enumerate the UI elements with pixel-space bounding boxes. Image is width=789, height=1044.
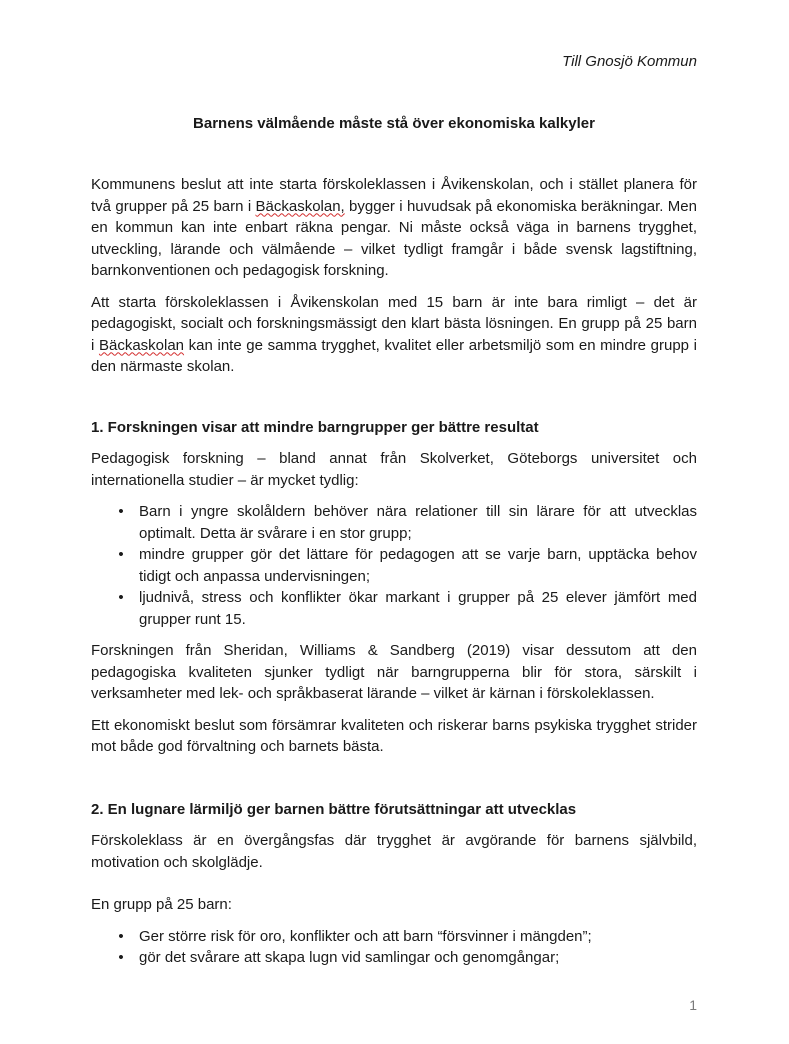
section-1 (91, 417, 697, 758)
intro-p1-text-b: bygger i huvudsak på ekonomiska beräkningar. Men en kommun kan inte enbart räkna pengar. Ni måste också väga in barnens trygghet, utveckling, lärande och välmående – vilket tydligt framgår i både svensk lagstiftning, barnkonventionen och pedagogisk forskning. (91, 197, 697, 279)
section-1-decision-paragraph: Ett ekonomiskt beslut som försämrar kvaliteten och riskerar barns psykiska trygghet strider mot både god förvaltning och barnets bästa. (91, 716, 697, 755)
section-2-bullet-list (91, 926, 697, 969)
bullet-icon: • (118, 927, 124, 945)
list-item (91, 947, 697, 969)
list-item-text: ljudnivå, stress och konflikter ökar markant i grupper på 25 elever jämfört med grupper runt 15. (139, 589, 697, 628)
intro-p2-text-b: kan inte ge samma trygghet, kvalitet eller arbetsmiljö som en mindre grupp i den närmaste skolan. (91, 336, 697, 375)
list-item (91, 587, 697, 630)
section-2-intro: Förskoleklass är en övergångsfas där trygghet är avgörande för barnens självbild, motivation och skolglädje. (91, 832, 697, 871)
section-1-heading: 1. Forskningen visar att mindre barngrupper ger bättre resultat (91, 419, 539, 436)
bullet-icon: • (118, 589, 124, 606)
intro-p1-text-a: Kommunens beslut att inte starta förskoleklassen i Åvikenskolan, och i stället planera för två grupper på 25 barn i (91, 176, 697, 215)
section-2-group-label: En grupp på 25 barn: (91, 896, 232, 913)
recipient-line: Till Gnosjö Kommun (562, 53, 697, 70)
intro-section (91, 174, 697, 378)
list-item-text: gör det svårare att skapa lugn vid samlingar och genomgångar; (139, 949, 560, 966)
bullet-icon: • (118, 546, 124, 563)
document-title: Barnens välmående måste stå över ekonomiska kalkyler (193, 115, 595, 132)
section-1-intro: Pedagogisk forskning – bland annat från Skolverket, Göteborgs universitet och internationella studier – är mycket tydlig: (91, 450, 697, 489)
section-1-bullet-list (91, 501, 697, 630)
page-number: 1 (689, 997, 697, 1013)
list-item-text: Barn i yngre skolåldern behöver nära relationer till sin lärare för att utvecklas optimalt. Detta är svårare i en stor grupp; (139, 503, 697, 542)
list-item (91, 926, 697, 948)
bullet-icon: • (118, 949, 124, 966)
document-page (91, 0, 697, 1044)
bullet-icon: • (118, 503, 124, 520)
section-2-heading: 2. En lugnare lärmiljö ger barnen bättre förutsättningar att utvecklas (91, 801, 577, 818)
spellcheck-flag[interactable]: Bäckaskolan, (255, 197, 345, 215)
section-1-research-paragraph: Forskningen från Sheridan, Williams & Sandberg (2019) visar dessutom att den pedagogiska kvaliteten sjunker tydligt när barngrupperna blir för stora, särskilt i verksamheter med lek- och språkbaserat lärande – vilket är kärnan i förskoleklassen. (91, 642, 697, 702)
list-item-text: Ger större risk för oro, konflikter och att barn “försvinner i mängden”; (139, 927, 592, 945)
intro-paragraph-1 (91, 174, 697, 282)
spellcheck-flag[interactable]: Bäckaskolan (98, 336, 185, 354)
intro-p2-text-a: Att starta förskoleklassen i Åvikenskolan med 15 barn är inte bara rimligt – det är pedagogiskt, socialt och forskningsmässigt den klart bästa lösningen. En grupp på 25 barn i (91, 293, 697, 354)
list-item (91, 544, 697, 587)
intro-paragraph-2 (91, 292, 697, 378)
section-2 (91, 799, 697, 969)
list-item (91, 501, 697, 544)
list-item-text: mindre grupper gör det lättare för pedagogen att se varje barn, upptäcka behov tidigt och anpassa undervisningen; (139, 546, 697, 585)
